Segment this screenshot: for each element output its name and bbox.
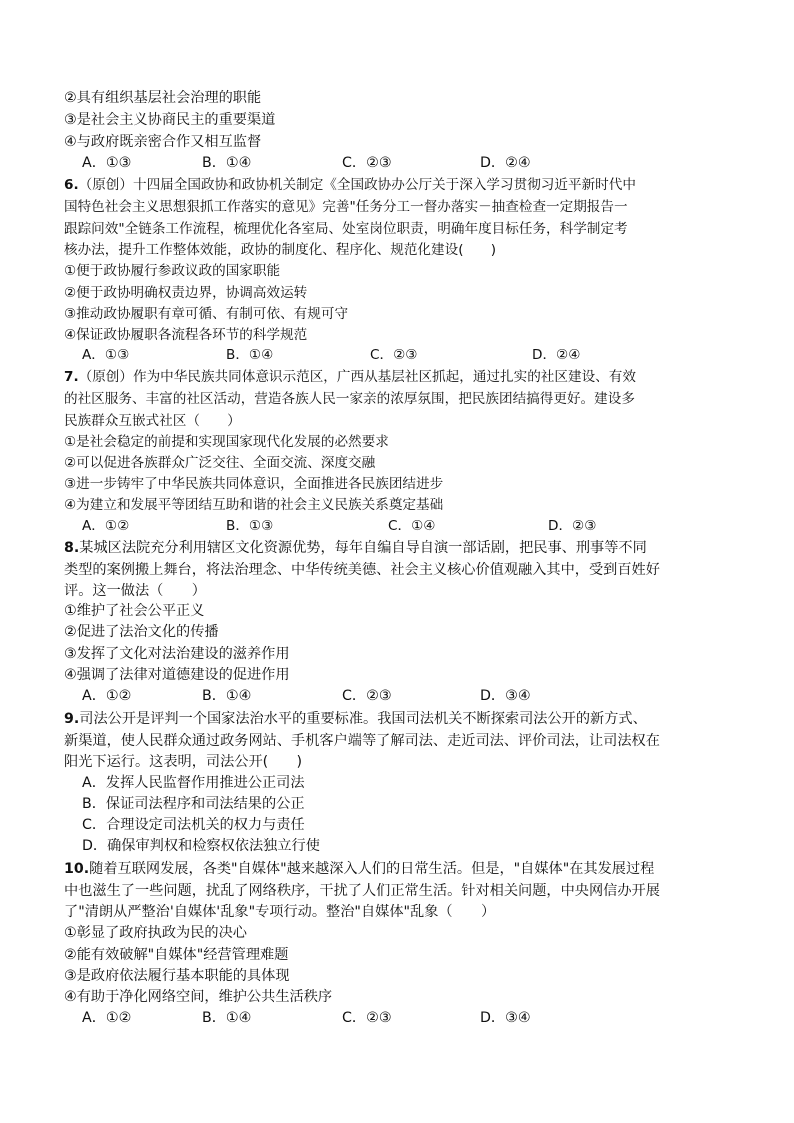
q6-option-d[interactable]: D．②④ bbox=[532, 347, 581, 363]
q8-option-d[interactable]: D．③④ bbox=[480, 688, 531, 704]
q6-option-c[interactable]: C．②③ bbox=[370, 347, 418, 363]
q6-option-a[interactable]: A．①③ bbox=[82, 347, 130, 363]
q10-option-d[interactable]: D．③④ bbox=[480, 1010, 531, 1026]
q10-stem-line-2: 中也滋生了一些问题，扰乱了网络秩序，干扰了人们正常生活。针对相关问题，中央网信办开展 bbox=[64, 883, 660, 899]
q10-number: 10. bbox=[64, 861, 90, 877]
q5-option-c[interactable]: C．②③ bbox=[342, 155, 392, 171]
q8-item-4: ④强调了法律对道德建设的促进作用 bbox=[64, 667, 290, 683]
q7-option-b[interactable]: B．①③ bbox=[226, 518, 274, 534]
q10-item-3: ③是政府依法履行基本职能的具体现 bbox=[64, 968, 290, 984]
q7-item-4: ④为建立和发展平等团结互助和谐的社会主义民族关系奠定基础 bbox=[64, 497, 444, 513]
q10-option-b[interactable]: B．①④ bbox=[202, 1010, 252, 1026]
q8-stem-line-1 bbox=[64, 537, 647, 559]
q5-item-3: ③是社会主义协商民主的重要渠道 bbox=[64, 112, 276, 128]
q6-item-4: ④保证政协履职各流程各环节的科学规范 bbox=[64, 327, 308, 343]
q8-stem-line-3: 评。这一做法（ ） bbox=[64, 583, 206, 599]
q6-item-2: ②便于政协明确权责边界，协调高效运转 bbox=[64, 285, 308, 301]
q6-stem-text: （原创）十四届全国政协和政协机关制定《全国政协办公厅关于深入学习贯彻习近平新时代中 bbox=[78, 177, 636, 193]
q5-item-2: ②具有组织基层社会治理的职能 bbox=[64, 90, 262, 106]
q5-item-4: ④与政府既亲密合作又相互监督 bbox=[64, 134, 262, 150]
q9-stem-line-2: 新渠道，使人民群众通过政务网站、手机客户端等了解司法、走近司法、评价司法，让司法权在 bbox=[64, 733, 660, 749]
q8-item-1: ①维护了社会公平正义 bbox=[64, 603, 205, 619]
q6-item-3: ③推动政协履职有章可循、有制可依、有规可守 bbox=[64, 306, 349, 322]
q8-stem-line-2: 类型的案例搬上舞台，将法治理念、中华传统美德、社会主义核心价值观融入其中，受到百姓好 bbox=[64, 562, 660, 578]
q7-option-d[interactable]: D．②③ bbox=[548, 518, 597, 534]
q7-stem-text: （原创）作为中华民族共同体意识示范区，广西从基层社区抓起，通过扎实的社区建设、有效 bbox=[78, 369, 636, 385]
q7-item-3: ③进一步铸牢了中华民族共同体意识，全面推进各民族团结进步 bbox=[64, 476, 444, 492]
q9-option-b[interactable]: B．保证司法程序和司法结果的公正 bbox=[82, 796, 305, 812]
q8-number: 8. bbox=[64, 540, 80, 556]
q7-item-1: ①是社会稳定的前提和实现国家现代化发展的必然要求 bbox=[64, 434, 389, 450]
q7-stem-line-1 bbox=[64, 366, 636, 388]
q10-item-2: ②能有效破解"自媒体"经营管理难题 bbox=[64, 947, 289, 963]
q6-stem-line-2: 国特色社会主义思想狠抓工作落实的意见》完善"任务分工一督办落实－抽查检查一定期报告一 bbox=[64, 199, 628, 215]
q5-option-a[interactable]: A．①③ bbox=[82, 155, 132, 171]
q8-option-c[interactable]: C．②③ bbox=[342, 688, 392, 704]
q10-stem-text: 随着互联网发展，各类"自媒体"越来越深入人们的日常生活。但是，"自媒体"在其发展过程 bbox=[89, 861, 655, 877]
q9-option-a[interactable]: A．发挥人民监督作用推进公正司法 bbox=[82, 775, 305, 791]
q6-item-1: ①便于政协履行参政议政的国家职能 bbox=[64, 263, 281, 279]
q7-option-a[interactable]: A．①② bbox=[82, 518, 130, 534]
q5-option-b[interactable]: B．①④ bbox=[202, 155, 252, 171]
q9-option-c[interactable]: C．合理设定司法机关的权力与责任 bbox=[82, 817, 305, 833]
q8-option-a[interactable]: A．①② bbox=[82, 688, 132, 704]
q8-item-3: ③发挥了文化对法治建设的滋养作用 bbox=[64, 646, 290, 662]
q7-option-c[interactable]: C．①④ bbox=[388, 518, 436, 534]
q5-option-d[interactable]: D．②④ bbox=[480, 155, 531, 171]
q6-stem-line-4: 核办法，提升工作整体效能，政协的制度化、程序化、规范化建设( ) bbox=[64, 242, 497, 258]
q9-stem-line-1 bbox=[64, 708, 647, 730]
q9-stem-text: 司法公开是评判一个国家法治水平的重要标准。我国司法机关不断探索司法公开的新方式、 bbox=[79, 711, 647, 727]
q6-option-b[interactable]: B．①④ bbox=[226, 347, 274, 363]
q7-stem-line-3: 民族群众互嵌式社区（ ） bbox=[64, 413, 241, 429]
q10-option-a[interactable]: A．①② bbox=[82, 1010, 132, 1026]
q8-stem-text: 某城区法院充分利用辖区文化资源优势，每年自编自导自演一部话剧，把民事、刑事等不同 bbox=[79, 540, 647, 556]
q9-number: 9. bbox=[64, 711, 80, 727]
q7-item-2: ②可以促进各族群众广泛交往、全面交流、深度交融 bbox=[64, 455, 376, 471]
q6-number: 6. bbox=[64, 177, 79, 193]
q8-item-2: ②促进了法治文化的传播 bbox=[64, 624, 219, 640]
q9-option-d[interactable]: D．确保审判权和检察权依法独立行使 bbox=[82, 838, 320, 854]
q7-stem-line-2: 的社区服务、丰富的社区活动，营造各族人民一家亲的浓厚氛围，把民族团结搞得更好。建设多 bbox=[64, 391, 635, 407]
q6-stem-line-1 bbox=[64, 174, 636, 196]
q8-option-b[interactable]: B．①④ bbox=[202, 688, 252, 704]
q9-stem-line-3: 阳光下运行。这表明，司法公开( ) bbox=[64, 754, 303, 770]
q10-stem-line-1 bbox=[64, 858, 654, 880]
q7-number: 7. bbox=[64, 369, 79, 385]
q10-item-1: ①彰显了政府执政为民的决心 bbox=[64, 925, 247, 941]
q10-stem-line-3: 了"清朗从严整治'自媒体'乱象"专项行动。整治"自媒体"乱象（ ） bbox=[64, 904, 496, 920]
q10-option-c[interactable]: C．②③ bbox=[342, 1010, 392, 1026]
q10-item-4: ④有助于净化网络空间，维护公共生活秩序 bbox=[64, 989, 333, 1005]
q6-stem-line-3: 跟踪问效"全链条工作流程，梳理优化各室局、处室岗位职责，明确年度目标任务，科学制定考 bbox=[64, 221, 628, 237]
